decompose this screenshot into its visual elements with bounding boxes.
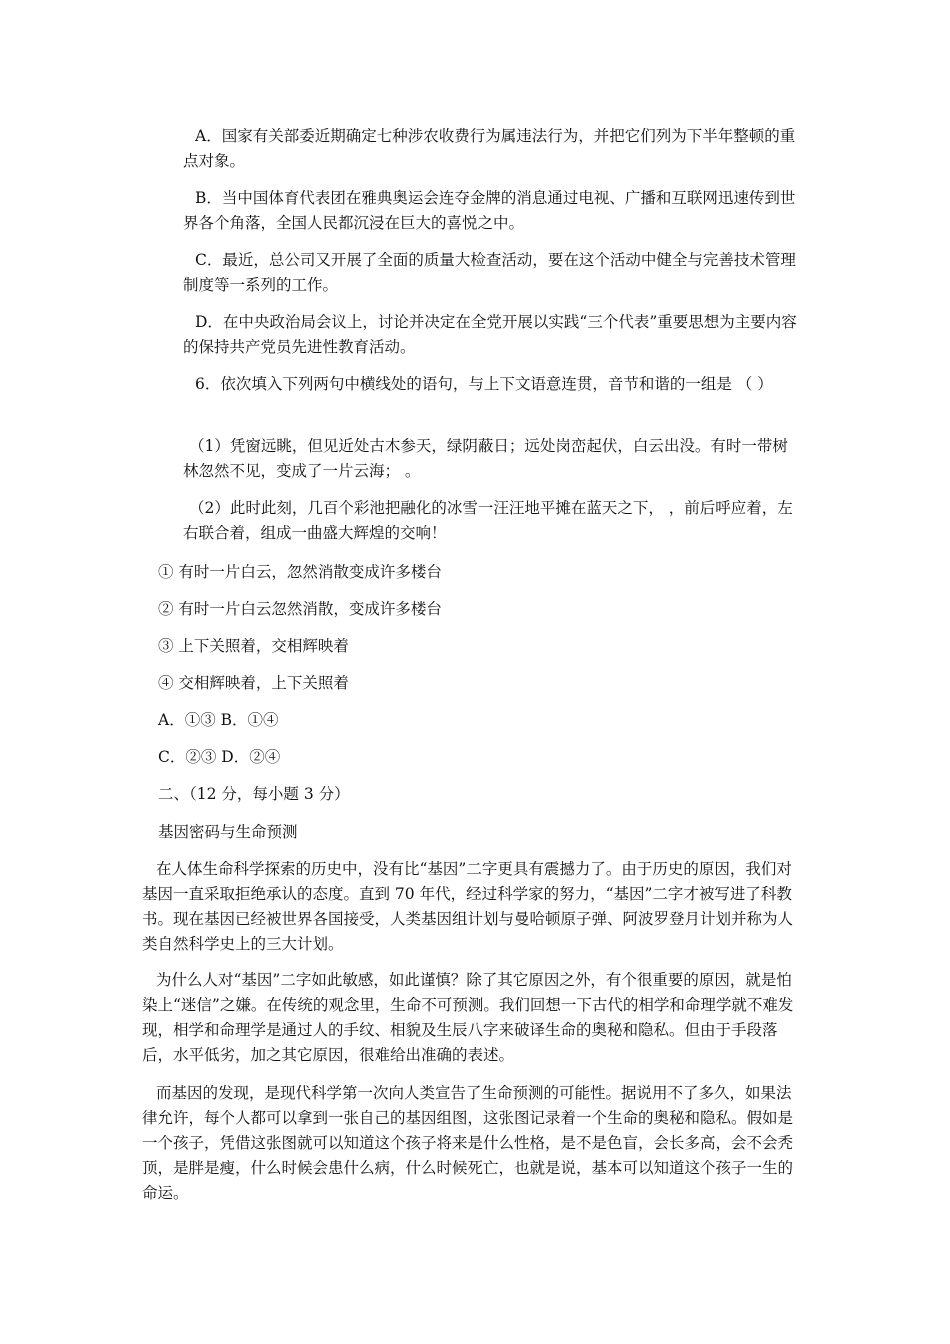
choice-2: ② 有时一片白云忽然消散，变成许多楼台 bbox=[158, 600, 442, 618]
option-d: D．在中央政治局会议上，讨论并决定在全党开展以实践“三个代表”重要思想为主要内容的保持共产党员先进性教育活动。 bbox=[183, 313, 797, 356]
question-6-stem: 6．依次填入下列两句中横线处的语句，与上下文语意连贯，音节和谐的一组是 （ ） bbox=[195, 375, 773, 393]
option-b: B．当中国体育代表团在雅典奥运会连夺金牌的消息通过电视、广播和互联网迅速传到世界各个角落，全国人民都沉浸在巨大的喜悦之中。 bbox=[183, 189, 796, 232]
article-title: 基因密码与生命预测 bbox=[158, 823, 298, 841]
option-c: C．最近，总公司又开展了全面的质量大检查活动，要在这个活动中健全与完善技术管理制度等一系列的工作。 bbox=[183, 251, 796, 294]
article-paragraph-1: 在人体生命科学探索的历史中，没有比“基因”二字更具有震撼力了。由于历史的原因，我们对基因一直采取拒绝承认的态度。直到 70 年代，经过科学家的努力，“基因”二字才被写进了科教书。现在基因已经被世界各国接受，人类基因组计划与曼哈顿原子弹、阿波罗登月计划并称为人类自然科学史上的三大计划。 bbox=[142, 860, 794, 953]
choice-4: ④ 交相辉映着，上下关照着 bbox=[158, 674, 349, 692]
article-paragraph-2: 为什么人对“基因”二字如此敏感，如此谨慎？除了其它原因之外，有个很重要的原因，就是怕染上“迷信”之嫌。在传统的观念里，生命不可预测。我们回想一下古代的相学和命理学就不难发现，相学和命理学是通过人的手纹、相貌及生辰八字来破译生命的奥秘和隐私。但由于手段落后，水平低劣，加之其它原因，很难给出准确的表述。 bbox=[142, 971, 794, 1064]
section-heading: 二、（12 分，每小题 3 分） bbox=[158, 785, 350, 803]
answer-options-cd: C．②③ D．②④ bbox=[158, 748, 281, 766]
choice-3: ③ 上下关照着，交相辉映着 bbox=[158, 637, 349, 655]
article-paragraph-3: 而基因的发现，是现代科学第一次向人类宣告了生命预测的可能性。据说用不了多久，如果法律允许，每个人都可以拿到一张自己的基因组图，这张图记录着一个生命的奥秘和隐私。假如是一个孩子，凭借这张图就可以知道这个孩子将来是什么性格，是不是色盲，会长多高，会不会秃顶，是胖是瘦，什么时候会患什么病，什么时候死亡，也就是说，基本可以知道这个孩子一生的命运。 bbox=[142, 1084, 794, 1202]
question-6-sentence-2: （2）此时此刻，几百个彩池把融化的冰雪一汪汪地平摊在蓝天之下， ，前后呼应着，左右联合着，组成一曲盛大辉煌的交响！ bbox=[183, 499, 793, 542]
option-a: A．国家有关部委近期确定七种涉农收费行为属违法行为，并把它们列为下半年整顿的重点对象。 bbox=[183, 127, 796, 170]
answer-options-ab: A．①③ B．①④ bbox=[158, 711, 279, 729]
question-6-sentence-1: （1）凭窗远眺，但见近处古木参天，绿阴蔽日；远处岗峦起伏，白云出没。有时一带树林忽然不见，变成了一片云海； 。 bbox=[183, 437, 788, 480]
choice-1: ① 有时一片白云，忽然消散变成许多楼台 bbox=[158, 563, 442, 581]
